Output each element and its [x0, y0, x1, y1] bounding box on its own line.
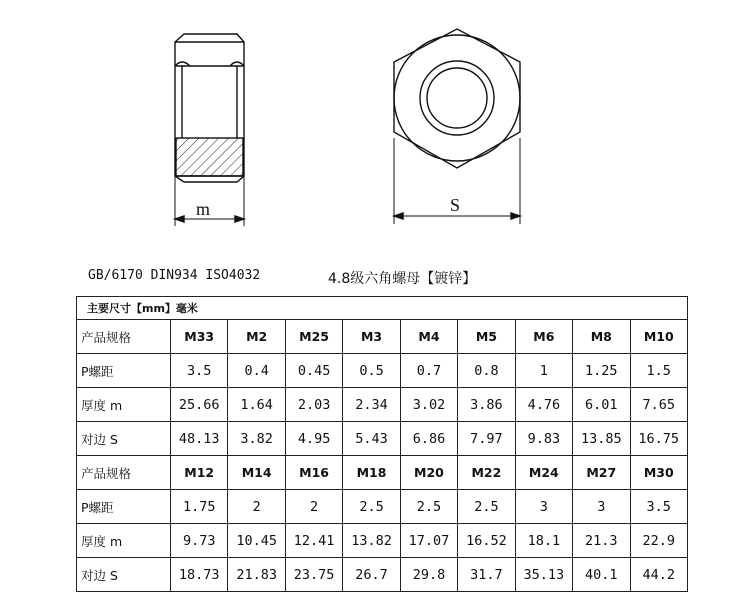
size-row — [77, 456, 688, 490]
across-flats-row — [77, 558, 688, 592]
size-cell: M18 — [343, 456, 400, 490]
size-cell: M3 — [343, 320, 400, 354]
value-cell: 44.2 — [630, 558, 688, 592]
row-label: 产品规格 — [77, 456, 171, 490]
value-cell: 13.82 — [343, 524, 400, 558]
caption — [88, 268, 688, 288]
value-cell: 2.34 — [343, 388, 400, 422]
size-row — [77, 320, 688, 354]
size-cell: M6 — [515, 320, 572, 354]
value-cell: 3.5 — [630, 490, 688, 524]
row-label: 厚度 m — [77, 524, 171, 558]
value-cell: 2 — [228, 490, 285, 524]
value-cell: 4.76 — [515, 388, 572, 422]
standards-label: GB/6170 DIN934 ISO4032 — [88, 268, 261, 283]
value-cell: 2.5 — [343, 490, 400, 524]
value-cell: 16.75 — [630, 422, 688, 456]
value-cell: 3.02 — [400, 388, 457, 422]
pitch-row — [77, 490, 688, 524]
size-cell: M25 — [285, 320, 342, 354]
value-cell: 9.73 — [171, 524, 228, 558]
value-cell: 25.66 — [171, 388, 228, 422]
value-cell: 1.5 — [630, 354, 688, 388]
value-cell: 0.4 — [228, 354, 285, 388]
size-cell: M2 — [228, 320, 285, 354]
value-cell: 0.45 — [285, 354, 342, 388]
size-cell: M5 — [458, 320, 515, 354]
value-cell: 1.25 — [573, 354, 630, 388]
size-cell: M16 — [285, 456, 342, 490]
value-cell: 2.03 — [285, 388, 342, 422]
value-cell: 0.8 — [458, 354, 515, 388]
size-cell: M4 — [400, 320, 457, 354]
size-cell: M30 — [630, 456, 688, 490]
size-cell: M24 — [515, 456, 572, 490]
spec-table — [76, 296, 688, 592]
value-cell: 1 — [515, 354, 572, 388]
size-cell: M12 — [171, 456, 228, 490]
value-cell: 6.01 — [573, 388, 630, 422]
value-cell: 6.86 — [400, 422, 457, 456]
size-cell: M33 — [171, 320, 228, 354]
dimension-label-m: m — [196, 199, 211, 219]
value-cell: 40.1 — [573, 558, 630, 592]
value-cell: 2 — [285, 490, 342, 524]
row-label: 厚度 m — [77, 388, 171, 422]
value-cell: 23.75 — [285, 558, 342, 592]
row-label: 对边 S — [77, 558, 171, 592]
unit-header: 主要尺寸【mm】毫米 — [77, 297, 688, 320]
product-title: 4.8级六角螺母【镀锌】 — [328, 271, 477, 287]
size-cell: M20 — [400, 456, 457, 490]
unit-header-row — [77, 297, 688, 320]
size-cell: M27 — [573, 456, 630, 490]
value-cell: 1.64 — [228, 388, 285, 422]
value-cell: 3 — [515, 490, 572, 524]
value-cell: 3.5 — [171, 354, 228, 388]
value-cell: 2.5 — [400, 490, 457, 524]
thickness-row — [77, 388, 688, 422]
size-cell: M22 — [458, 456, 515, 490]
value-cell: 29.8 — [400, 558, 457, 592]
value-cell: 18.73 — [171, 558, 228, 592]
nut-side-view — [175, 34, 244, 226]
value-cell: 21.83 — [228, 558, 285, 592]
size-cell: M8 — [573, 320, 630, 354]
technical-drawings — [0, 0, 750, 260]
value-cell: 4.95 — [285, 422, 342, 456]
value-cell: 22.9 — [630, 524, 688, 558]
value-cell: 7.65 — [630, 388, 688, 422]
thickness-row — [77, 524, 688, 558]
value-cell: 12.41 — [285, 524, 342, 558]
row-label: P螺距 — [77, 490, 171, 524]
value-cell: 48.13 — [171, 422, 228, 456]
value-cell: 0.7 — [400, 354, 457, 388]
value-cell: 3.86 — [458, 388, 515, 422]
value-cell: 9.83 — [515, 422, 572, 456]
size-cell: M14 — [228, 456, 285, 490]
size-cell: M10 — [630, 320, 688, 354]
value-cell: 13.85 — [573, 422, 630, 456]
value-cell: 7.97 — [458, 422, 515, 456]
value-cell: 35.13 — [515, 558, 572, 592]
value-cell: 26.7 — [343, 558, 400, 592]
value-cell: 31.7 — [458, 558, 515, 592]
value-cell: 21.3 — [573, 524, 630, 558]
dimension-label-s: S — [450, 195, 461, 215]
pitch-row — [77, 354, 688, 388]
value-cell: 16.52 — [458, 524, 515, 558]
row-label: 对边 S — [77, 422, 171, 456]
value-cell: 0.5 — [343, 354, 400, 388]
value-cell: 2.5 — [458, 490, 515, 524]
value-cell: 18.1 — [515, 524, 572, 558]
value-cell: 5.43 — [343, 422, 400, 456]
value-cell: 10.45 — [228, 524, 285, 558]
row-label: 产品规格 — [77, 320, 171, 354]
row-label: P螺距 — [77, 354, 171, 388]
value-cell: 17.07 — [400, 524, 457, 558]
value-cell: 3 — [573, 490, 630, 524]
across-flats-row — [77, 422, 688, 456]
value-cell: 1.75 — [171, 490, 228, 524]
value-cell: 3.82 — [228, 422, 285, 456]
